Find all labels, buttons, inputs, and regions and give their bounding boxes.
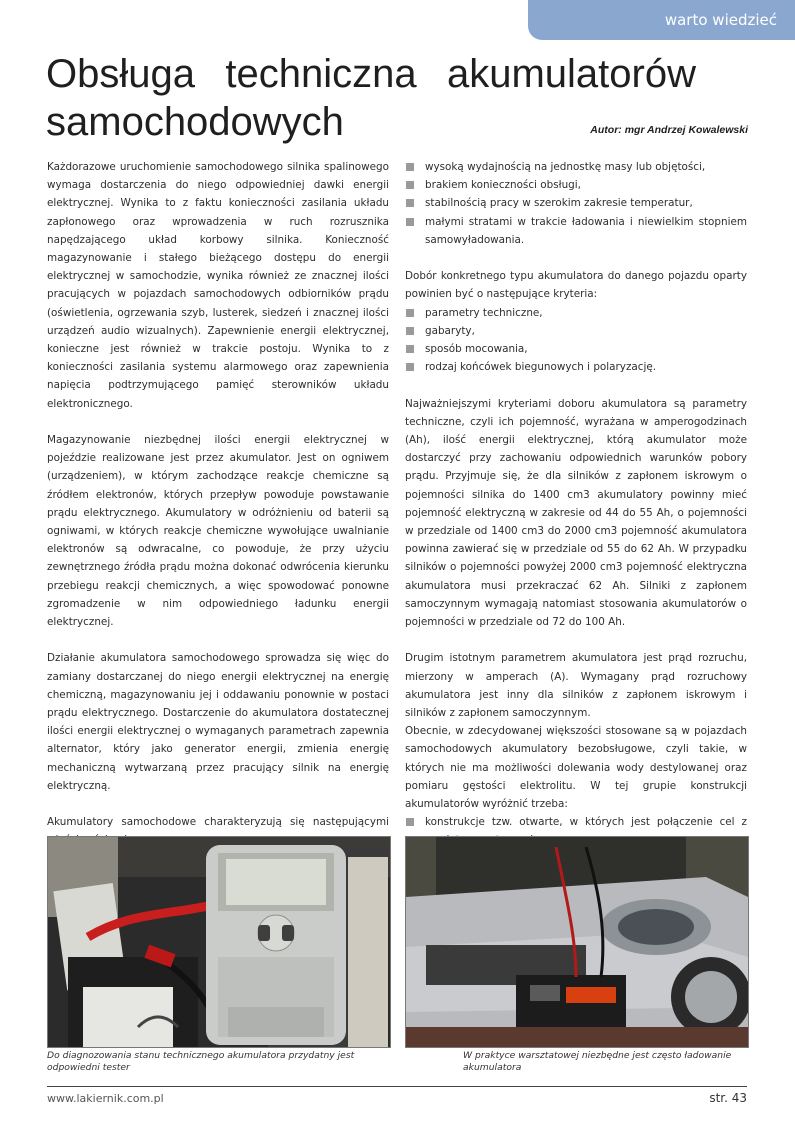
list-item: rodzaj końcówek biegunowych i polaryzację. (405, 358, 747, 376)
list-item: brakiem konieczności obsługi, (405, 176, 747, 194)
list-item: stabilnością pracy w szerokim zakresie temperatur, (405, 194, 747, 212)
list-item: parametry techniczne, (405, 304, 747, 322)
properties-list-continued (405, 158, 747, 249)
criteria-list (405, 304, 747, 377)
list-item: gabaryty, (405, 322, 747, 340)
list-item: sposób mocowania, (405, 340, 747, 358)
list-item: konstrukcje tzw. otwarte, w których jest połączenie cel z (405, 813, 747, 849)
paragraph: Obecnie, w zdecydowanej większości stosowane są w pojazdach samochodowych akumulatory bezobsługowe, czyli takie, w których nie ma możliwości dolewania wody destylowanej oraz pomiaru gęstości elektrolitu. W tej grupie konstrukcji akumulatorów wyróżnić trzeba: (405, 725, 747, 811)
paragraph: Drugim istotnym parametrem akumulatora jest prąd rozruchu, mierzony w amperach (A). Wymagany prąd rozruchowy akumulatora jest inny dla silników z zapłonem iskrowym i silników z zapłonem samoczynnym. (405, 652, 747, 720)
footer-website[interactable]: www.lakiernik.com.pl (47, 1092, 164, 1105)
right-column (405, 158, 747, 850)
left-column (47, 158, 389, 904)
paragraph: Działanie akumulatora samochodowego sprowadza się więc do zamiany dostarczanej do niego energii elektrycznej na energię chemiczną, magazynowaniu jej i oddawaniu ponownie w postaci prądu elektrycznego. Dostarczenie do akumulatora dostatecznej ilości energii elektrycznej o wymaganych parametrach zapewnia alternator, który jako generator energii, zmienia energię mechaniczną wytwarzaną przez pracujący silnik na energię elektryczną. (47, 652, 389, 792)
paragraph: Każdorazowe uruchomienie samochodowego silnika spalinowego wymaga dostarczenia do niego odpowiedniej dawki energii elektrycznej. Wynika to z faktu konieczności zasilania układu zapłonowego oraz wprowadzenia w ruch rozrusznika napędzającego układ korbowy silnika. Konieczność magazynowanie i stałego bieżącego dostępu do energii elektrycznej w samochodzie, wynika również ze znacznej ilości pracujących w pojazdach samochodowych odbiorników prądu (oświetlenia, ogrzewania szyb, lusterek, siedzeń i znacznej ilości urządzeń audio wizualnych). Zapewnienie energii elektrycznej, konieczne jest również w trakcie postoju. Wynika to z konieczności zasilania systemu alarmowego oraz zapewnienia napięcia podtrzymującego pamięć sterowników układu elektronicznego. (47, 161, 389, 410)
figure-caption-2: W praktyce warsztatowej niezbędne jest często ładowanie akumulatora (463, 1050, 732, 1073)
title-line-2: samochodowych (46, 100, 344, 144)
battery-charging-photo (405, 836, 749, 1048)
paragraph: Dobór konkretnego typu akumulatora do danego pojazdu oparty powinien być o następujące kryteria: (405, 270, 747, 301)
figure-caption-1: Do diagnozowania stanu technicznego akumulatora przydatny jest odpowiedni tester (47, 1050, 355, 1073)
section-tag: warto wiedzieć (528, 0, 795, 40)
page-number: str. 43 (709, 1091, 747, 1105)
paragraph: Najważniejszymi kryteriami doboru akumulatora są parametry techniczne, czyli ich pojemność, wyrażana w amperogodzinach (Ah), ilość energii elektrycznej, którą akumulator może dostarczyć przy zachowaniu odpowiednich warunków pobory prądu. Przyjmuje się, że dla silników z zapłonem iskrowym o pojemności silnika do 1400 cm3 akumulatory powinny mieć pojemność elektryczną w zakresie od 44 do 55 Ah, o pojemności w przedziale od 1400 cm3 do 2000 cm3 pojemność akumulatora powinna zawierać się w przedziale od 55 do 62 Ah. W przypadku silników o pojemności powyżej 2000 cm3 pojemność elektryczna akumulatora musi przekraczać 62 Ah. Silniki z zapłonem samoczynnym wymagają natomiast stosowania akumulatorów o pojemności w przedziale od 72 do 100 Ah. (405, 397, 747, 629)
battery-tester-photo (47, 836, 391, 1048)
paragraph: Akumulatory samochodowe charakteryzują się następującymi (47, 816, 389, 829)
footer-divider (47, 1086, 747, 1087)
title-line-1: Obsługa techniczna akumulatorów (46, 52, 696, 96)
list-item: małymi stratami w trakcie ładowania i niewielkim stopniem samowyładowania. (405, 213, 747, 249)
author-byline: Autor: mgr Andrzej Kowalewski (590, 124, 748, 136)
paragraph: Magazynowanie niezbędnej ilości energii elektrycznej w pojeździe realizowane jest przez akumulator. Jest on ogniwem (urządzeniem), w którym zachodzące reakcje chemiczne są źródłem elektronów, których przepływ powoduje powstawanie prądu elektrycznego. Akumulatory w odróżnieniu od baterii są ogniwami, w których reakcje chemiczne wywołujące uwalnianie elektronów są odwracalne, co powoduje, że przy użyciu zewnętrznego źródła prądu można dokonać odwrócenia kierunku przebiegu reakcji chemicznych, a więc spowodować ponowne zgromadzenie w nim odpowiedniego ładunku energii elektrycznej. (47, 434, 389, 629)
list-item: wysoką wydajnością na jednostkę masy lub objętości, (405, 158, 747, 176)
